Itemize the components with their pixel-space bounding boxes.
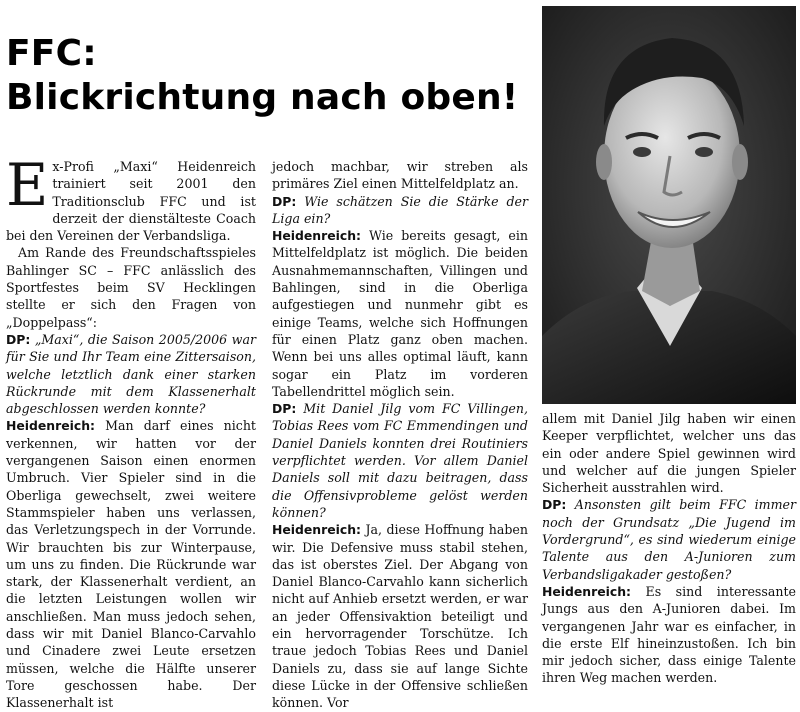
intro-paragraph (6, 151, 256, 244)
answer-2 (272, 227, 528, 400)
question-3 (272, 400, 528, 521)
article-headline (6, 32, 526, 120)
question-4 (542, 496, 796, 582)
dp-label: DP: (272, 401, 297, 417)
question-1 (6, 331, 256, 417)
article-column-2 (272, 158, 528, 712)
answer-2-text: Wie bereits gesagt, ein Mittelfeldplatz ist möglich. Die beiden Ausnahmemannschaften, Villingen und Bahlingen, sind in die Oberliga aufgestiegen und nunmehr gibt es einige Teams, welche sich Hoffnungen für einen Platz ganz oben machen. Wenn bei uns alles optimal läuft, kann sogar ein Platz im vorderen Tabellendrittel möglich sein. (272, 228, 528, 399)
answer-1-continued: jedoch machbar, wir streben als primäres Ziel einen Mittelfeldplatz an. (272, 159, 528, 192)
answer-3-text: Ja, diese Hoffnung haben wir. Die Defensive muss stabil stehen, das ist oberstes Ziel. Der Abgang von Daniel Blanco-Carvahlo kann sicherlich nicht auf Anhieb ersetzt werden, er war an jeder Offensivaktion beteiligt und ein hervorragender Torschütze. Ich traue jedoch Tobias Rees und Daniel Daniels zu, dass sie auf lange Sichte diese Lücke in der Offensive schließen können. Vor (272, 522, 528, 711)
dp-label: DP: (542, 497, 567, 513)
intro-text: x-Profi „Maxi“ Heidenreich trainiert seit 2001 den Traditionsclub FFC und ist derzeit der dienstälteste Coach bei den Vereinen der Verbandsliga. (6, 159, 256, 244)
headline-line-2: Blickrichtung nach oben! (6, 77, 519, 118)
answer-1 (6, 417, 256, 711)
answer-label: Heidenreich: (272, 522, 361, 538)
portrait-illustration (542, 6, 796, 404)
coach-portrait-photo (542, 6, 796, 404)
question-2-text: Wie schätzen Sie die Stärke der Liga ein? (272, 193, 528, 226)
intro-paragraph-2: Am Rande des Freundschaftsspieles Bahlinger SC – FFC anlässlich des Sportfestes beim SV Hecklingen stellte er sich den Fragen von „Doppelpass“: (6, 245, 256, 330)
question-3-text: Mit Daniel Jilg vom FC Villingen, Tobias Rees vom FC Emmendingen und Daniel Daniels konnten drei Routiniers verpflichtet werden. Vor allem Daniel Daniels soll mit dazu beitragen, dass die Offensivprobleme gelöst werden können? (272, 401, 528, 520)
drop-cap: E (6, 151, 49, 219)
answer-3 (272, 521, 528, 711)
answer-label: Heidenreich: (6, 418, 95, 434)
dp-label: DP: (6, 331, 31, 347)
article-column-1 (6, 151, 256, 712)
headline-line-1: FFC: (6, 33, 97, 74)
article-column-3 (542, 410, 796, 687)
answer-4 (542, 583, 796, 687)
question-2 (272, 193, 528, 228)
question-1-text: „Maxi“, die Saison 2005/2006 war für Sie und Ihr Team eine Zittersaison, welche letztlich dank einer starken Rückrunde mit dem Klassenerhalt abgeschlossen werden konnte? (6, 331, 256, 417)
answer-label: Heidenreich: (542, 583, 631, 599)
dp-label: DP: (272, 193, 297, 209)
question-4-text: Ansonsten gilt beim FFC immer noch der Grundsatz „Die Jugend im Vordergrund“, es sind wiederum einige Talente aus den A-Junioren zum Verbandsligakader gestoßen? (542, 497, 796, 582)
answer-4-text: Es sind interessante Jungs aus den A-Junioren dabei. Im vergangenen Jahr war es einfacher, in die erste Elf hineinzustoßen. Ich bin mir jedoch sicher, dass einige Talente ihren Weg machen werden. (542, 583, 796, 686)
answer-label: Heidenreich: (272, 228, 361, 244)
answer-1-text: Man darf eines nicht verkennen, wir hatten vor der vergangenen Saison einen enormen Umbruch. Vier Spieler sind in die Oberliga gewechselt, zwei weitere Stammspieler haben uns verlassen, das Verletzungspech in der Vorrunde. Wir brauchten bis zur Winterpause, um uns zu finden. Die Rückrunde war stark, der Klassenerhalt verdient, an die letzten Leistungen wollen wir anschließen. Man muss jedoch sehen, dass wir mit Daniel Blanco-Carvahlo und Cinadere zwei Leute ersetzen müssen, welche die Hälfte unserer Tore geschossen habe. Der Klassenerhalt ist (6, 418, 256, 711)
answer-3-continued: allem mit Daniel Jilg haben wir einen Keeper verpflichtet, welcher uns das ein oder andere Spiel gewinnen wird und welcher auf die jungen Spieler Sicherheit ausstrahlen wird. (542, 411, 796, 496)
